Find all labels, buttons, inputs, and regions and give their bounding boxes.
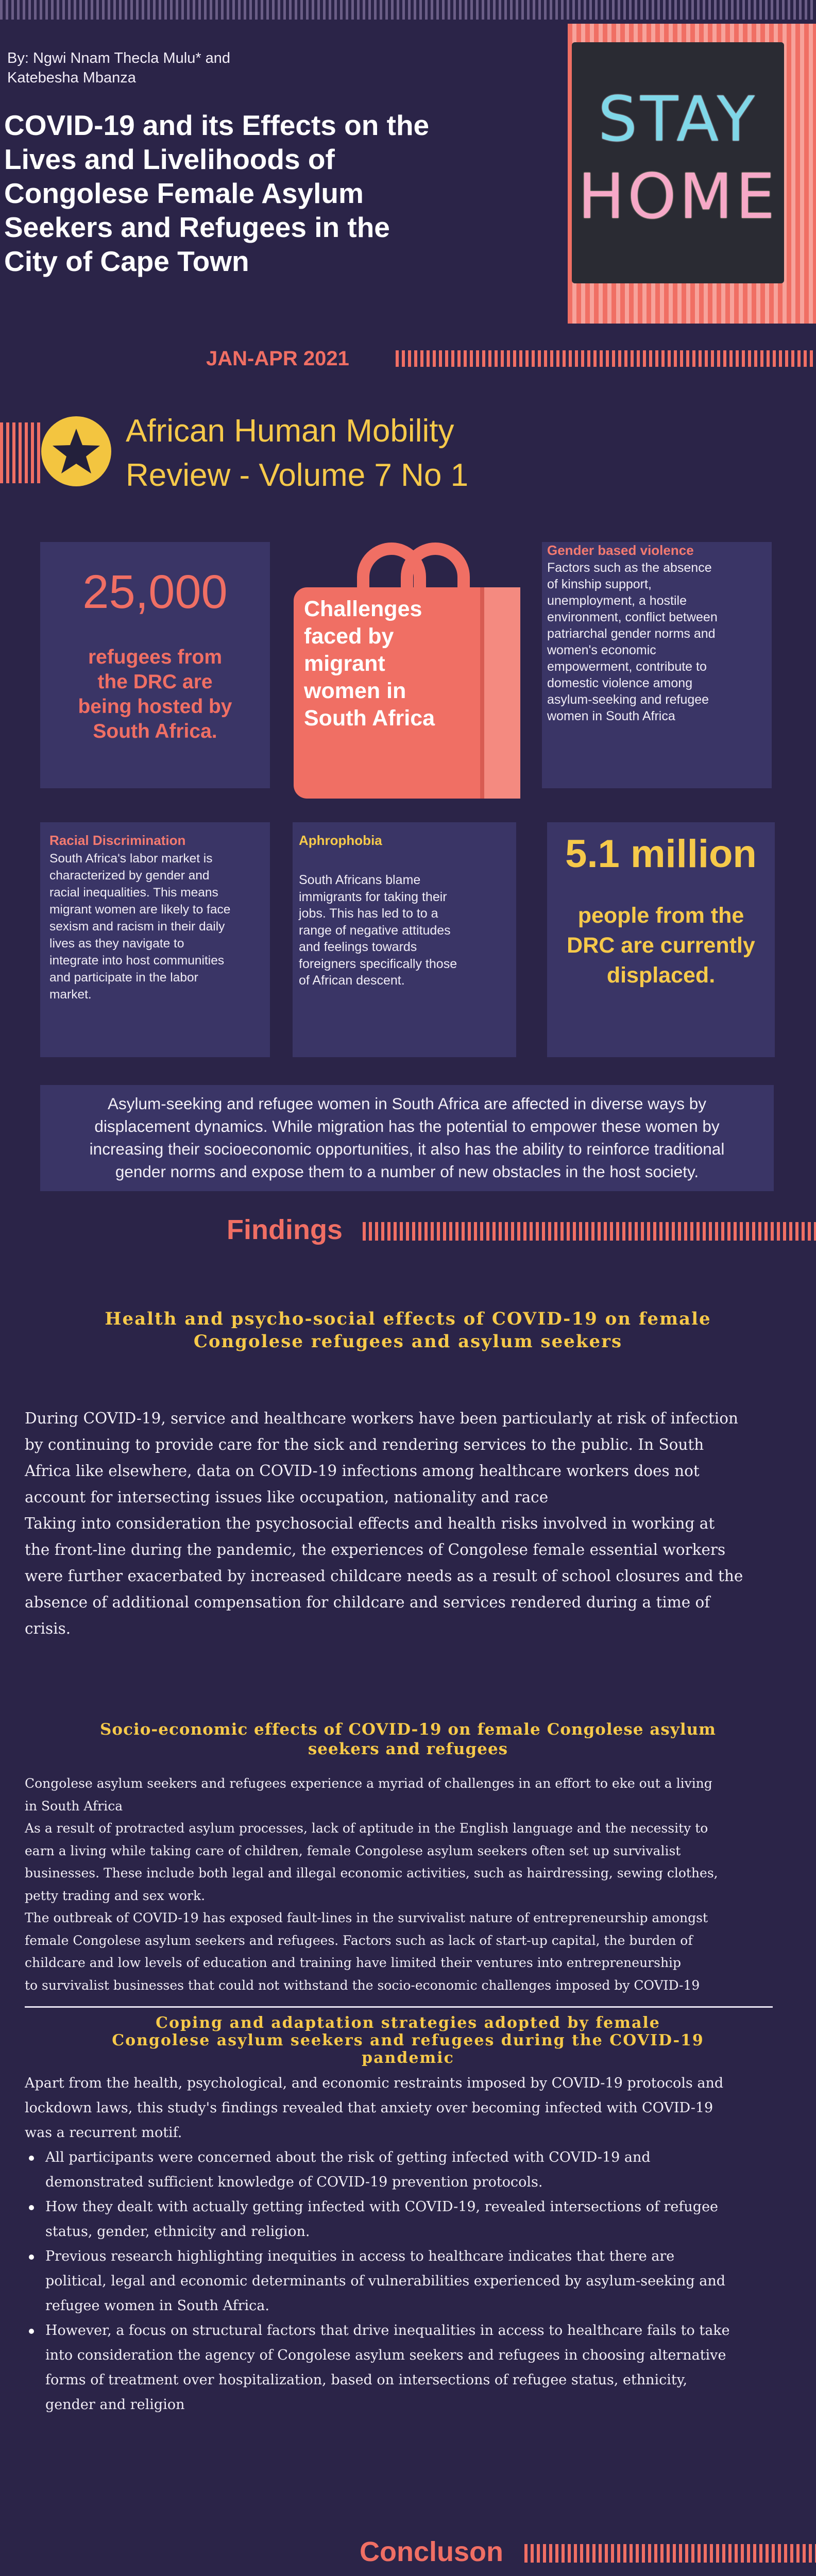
coping-title-line: pandemic — [362, 2049, 454, 2067]
aphrophobia-text-line: immigrants for taking their — [299, 889, 447, 904]
aphrophobia-text-line: jobs. This has led to to a — [299, 906, 438, 921]
socio-title-line: seekers and refugees — [308, 1740, 508, 1758]
aphrophobia-text-line: of African descent. — [299, 973, 405, 988]
refugees-text-line: South Africa. — [93, 720, 217, 742]
authors — [7, 48, 327, 88]
socio-text-line: petty trading and sex work. — [25, 1888, 206, 1903]
aphrophobia-text — [299, 872, 514, 989]
socio-title-line: Socio-economic effects of COVID-19 on female Congolese asylum — [100, 1720, 716, 1739]
racial-text-line: characterized by gender and — [49, 869, 210, 883]
coping-bullet-line: forms of treatment over hospitalization, based on intersections of refugee status, ethnicity, — [45, 2372, 688, 2388]
gbv-text-line: Factors such as the absence — [547, 561, 712, 575]
review-left-stripe — [0, 422, 40, 483]
coping-bullet — [23, 2244, 795, 2318]
socio-text-line: in South Africa — [25, 1798, 123, 1814]
page-title-line: Lives and Livelihoods of — [4, 143, 335, 175]
coping-section-title — [0, 2014, 816, 2067]
gbv-text-line: unemployment, a hostile — [547, 594, 687, 608]
coping-bullet-line: status, gender, ethnicity and religion. — [45, 2224, 310, 2240]
aphrophobia-text-line: range of negative attitudes — [299, 923, 451, 938]
racial-text-line: and participate in the labor — [49, 971, 198, 985]
refugees-text-line: being hosted by — [78, 696, 232, 718]
health-title-line: Health and psycho-social effects of COVID-19 on female — [105, 1309, 711, 1329]
gbv-text-line: of kinship support, — [547, 577, 652, 591]
aphrophobia-text-line: South Africans blame — [299, 873, 421, 887]
coping-bullet-line: political, legal and economic determinants of vulnerabilities experienced by asylum-seeking and — [45, 2273, 726, 2289]
gbv-text-line: asylum-seeking and refugee — [547, 692, 709, 707]
stay-home-word: STAY — [598, 84, 758, 156]
health-text-line: account for intersecting issues like occupation, nationality and race — [25, 1488, 549, 1506]
coping-bullet — [23, 2195, 795, 2244]
socio-text-line: businesses. These include both legal and illegal economic activities, such as hairdressing, sewing clothes, — [25, 1866, 718, 1880]
health-text-line: During COVID-19, service and healthcare workers have been particularly at risk of infection — [25, 1410, 738, 1427]
socio-text-line: female Congolese asylum seekers and refugees. Factors such as lack of start-up capital, the burden of — [25, 1933, 693, 1948]
page-title-line: City of Cape Town — [4, 245, 249, 277]
challenges-text-line: migrant — [304, 651, 385, 676]
review-title-line: African Human Mobility — [126, 413, 454, 449]
gbv-text-line: domestic violence among — [547, 676, 693, 690]
coping-bullet-line: gender and religion — [45, 2397, 185, 2413]
displaced-text — [547, 901, 775, 990]
refugees-stat-card — [40, 542, 270, 788]
socio-text-line: As a result of protracted asylum processes, lack of aptitude in the English language and the necessity to — [25, 1821, 708, 1836]
coping-bullet — [23, 2145, 795, 2195]
health-text-line: the front-line during the pandemic, the experiences of Congolese female essential workers — [25, 1541, 726, 1558]
summary-text-line: Asylum-seeking and refugee women in South Africa are affected in diverse ways by — [107, 1094, 707, 1113]
racial-text-line: migrant women are likely to face — [49, 903, 231, 917]
socio-paragraph — [25, 1772, 797, 1996]
aphrophobia-text-line: foreigners specifically those — [299, 956, 457, 971]
coping-bullet-line: demonstrated sufficient knowledge of COVID-19 prevention protocols. — [45, 2174, 543, 2190]
gbv-text — [547, 560, 769, 724]
coping-intro-line: was a recurrent motif. — [25, 2125, 182, 2141]
coping-intro — [25, 2071, 797, 2145]
summary-text-line: displacement dynamics. While migration has the potential to empower these women by — [94, 1117, 720, 1136]
coping-bullet-line: However, a focus on structural factors that drive inequalities in access to healthcare fails to take — [45, 2323, 730, 2338]
stay-home-image — [568, 24, 816, 324]
racial-text-line: racial inequalities. This means — [49, 886, 218, 900]
date-stripe — [396, 350, 816, 367]
star-badge — [41, 416, 111, 486]
coping-bullet — [23, 2318, 795, 2417]
summary-box — [40, 1085, 774, 1191]
displaced-number: 5.1 million — [565, 832, 757, 876]
challenges-text-line: South Africa — [304, 706, 435, 731]
gbv-card — [542, 542, 772, 788]
coping-title-line: Congolese asylum seekers and refugees during the COVID-19 — [112, 2031, 704, 2049]
racial-text-line: South Africa's labor market is — [49, 852, 213, 866]
stay-home-word: HOME — [577, 161, 778, 233]
challenges-text — [304, 596, 479, 732]
challenges-text-line: faced by — [304, 624, 394, 649]
challenges-bag — [294, 536, 520, 799]
findings-stripe — [363, 1222, 816, 1241]
challenges-text-line: Challenges — [304, 597, 422, 621]
racial-text — [49, 850, 266, 1003]
conclusion-stripe — [524, 2544, 816, 2563]
summary-text — [40, 1092, 774, 1183]
health-text-line: by continuing to provide care for the sick and rendering services to the public. In South — [25, 1436, 704, 1453]
summary-text-line: increasing their socioeconomic opportunities, it also has the ability to reinforce traditional — [89, 1140, 725, 1158]
conclusion-heading: Concluson — [360, 2536, 503, 2567]
coping-title-line: Coping and adaptation strategies adopted by female — [156, 2014, 660, 2032]
challenges-text-line: women in — [304, 679, 406, 703]
page-title-line: COVID-19 and its Effects on the — [4, 109, 430, 141]
socio-section-title — [0, 1720, 816, 1759]
coping-intro-line: Apart from the health, psychological, and economic restraints imposed by COVID-19 protocols and — [25, 2075, 724, 2091]
coping-bullet-line: refugee women in South Africa. — [45, 2298, 269, 2314]
coping-bullet-line: All participants were concerned about the risk of getting infected with COVID-19 and — [45, 2149, 651, 2165]
aphrophobia-card — [293, 822, 516, 1057]
racial-text-line: integrate into host communities — [49, 954, 225, 968]
racial-card — [40, 822, 270, 1057]
coping-bullet-line: into consideration the agency of Congolese asylum seekers and refugees in choosing alternative — [45, 2347, 726, 2363]
page-title-line: Seekers and Refugees in the — [4, 211, 390, 243]
coping-bullet-list — [23, 2145, 795, 2417]
socio-text-line: earn a living while taking care of children, female Congolese asylum seekers often set up survivalist — [25, 1843, 681, 1858]
date-label: JAN-APR 2021 — [206, 347, 349, 370]
page-title — [4, 108, 555, 278]
racial-title: Racial Discrimination — [49, 833, 186, 848]
page-title-line: Congolese Female Asylum — [4, 177, 364, 209]
aphrophobia-text-line: and feelings towards — [299, 940, 417, 954]
refugees-text — [40, 645, 270, 744]
gbv-text-line: women's economic — [547, 643, 656, 657]
socio-text-line: Congolese asylum seekers and refugees experience a myriad of challenges in an effort to eke out a living — [25, 1776, 712, 1791]
gbv-title: Gender based violence — [547, 543, 694, 558]
aphrophobia-title: Aphrophobia — [299, 833, 382, 848]
summary-text-line: gender norms and expose them to a number of new obstacles in the host society. — [115, 1162, 699, 1181]
coping-intro-line: lockdown laws, this study's findings revealed that anxiety over becoming infected with COVID-19 — [25, 2100, 713, 2116]
coping-bullet-line: Previous research highlighting inequities in access to healthcare indicates that there are — [45, 2248, 675, 2264]
displaced-stat-card — [547, 822, 775, 1057]
review-title — [126, 409, 468, 498]
racial-text-line: lives as they navigate to — [49, 937, 184, 951]
displaced-text-line: people from the — [577, 903, 744, 928]
health-section-title — [0, 1308, 816, 1353]
section-divider — [25, 2006, 773, 2008]
racial-text-line: sexism and racism in their daily — [49, 920, 225, 934]
health-text-line: Taking into consideration the psychosocial effects and health risks involved in working at — [25, 1515, 715, 1532]
gbv-text-line: empowerment, contribute to — [547, 659, 707, 674]
authors-line: By: Ngwi Nnam Thecla Mulu* and — [7, 50, 231, 66]
socio-text-line: The outbreak of COVID-19 has exposed fault-lines in the survivalist nature of entrepreneurship amongst — [25, 1910, 708, 1925]
health-text-line: absence of additional compensation for childcare and services rendered during a time of — [25, 1594, 710, 1611]
refugees-text-line: the DRC are — [97, 671, 213, 693]
coping-bullet-line: How they dealt with actually getting infected with COVID-19, revealed intersections of refugee — [45, 2199, 719, 2215]
socio-text-line: to survivalist businesses that could not withstand the socio-economic challenges imposed by COVID-19 — [25, 1977, 700, 1993]
health-text-line: Africa like elsewhere, data on COVID-19 infections among healthcare workers does not — [25, 1462, 700, 1480]
findings-heading: Findings — [227, 1214, 343, 1245]
displaced-text-line: displaced. — [606, 963, 716, 988]
top-stripe — [0, 0, 816, 20]
gbv-text-line: patriarchal gender norms and — [547, 626, 716, 641]
review-title-line: Review - Volume 7 No 1 — [126, 457, 469, 493]
authors-line: Katebesha Mbanza — [7, 70, 136, 86]
socio-text-line: childcare and low levels of education and training have limited their ventures into entrepreneurship — [25, 1955, 682, 1970]
health-text-line: were further exacerbated by increased childcare needs as a result of school closures and the — [25, 1567, 743, 1585]
health-text-line: crisis. — [25, 1620, 71, 1637]
racial-text-line: market. — [49, 988, 92, 1002]
refugees-number: 25,000 — [82, 566, 228, 618]
gbv-text-line: women in South Africa — [547, 709, 675, 723]
health-title-line: Congolese refugees and asylum seekers — [193, 1331, 623, 1352]
chalkboard — [572, 42, 784, 283]
health-paragraph — [25, 1405, 797, 1642]
displaced-text-line: DRC are currently — [567, 933, 755, 958]
gbv-text-line: environment, conflict between — [547, 610, 718, 624]
refugees-text-line: refugees from — [88, 646, 223, 668]
star-icon — [41, 416, 111, 486]
